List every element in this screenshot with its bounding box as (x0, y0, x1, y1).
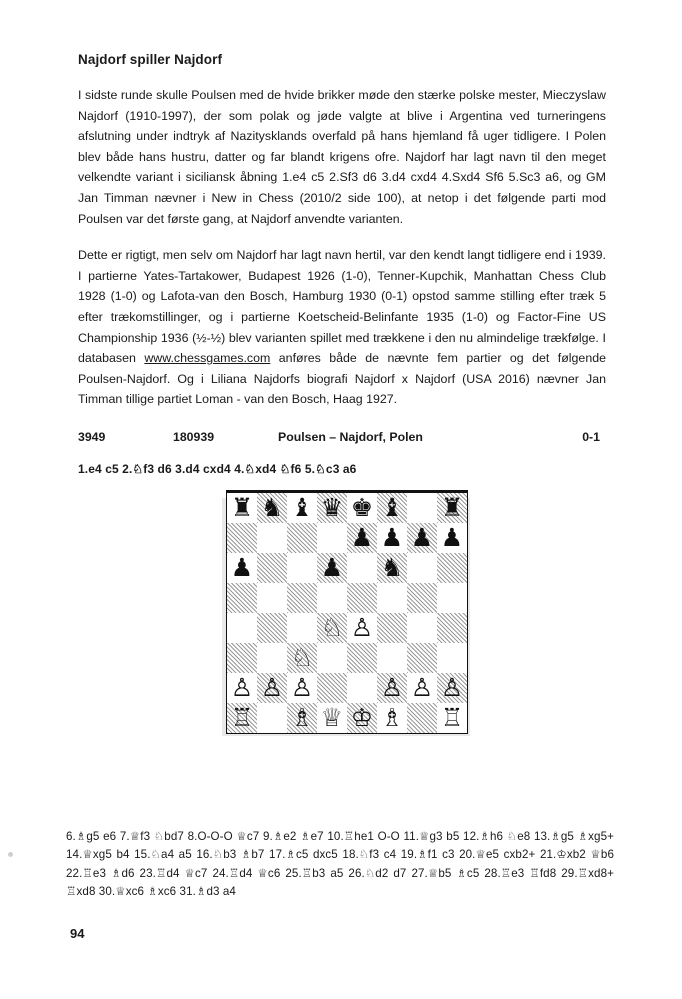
chess-square: ♙ (227, 673, 257, 703)
game-players: Poulsen – Najdorf, Polen (278, 429, 423, 444)
chess-square: ♙ (257, 673, 287, 703)
chess-square (227, 583, 257, 613)
paragraph-2-after-link: anføres både de nævnte fem partier og det følgende Poulsen-Najdorf. Og i Liliana Najdorfs biografi Najdorf x Najdorf (USA 2016) nævner Jan Timman tillige partiet Loman - van den Bosch, Haag 1927. (78, 351, 606, 407)
chess-square (287, 583, 317, 613)
chessgames-link[interactable]: www.chessgames.com (144, 351, 271, 366)
game-result: 0-1 (582, 429, 600, 444)
chess-square (257, 643, 287, 673)
paragraph-1: I sidste runde skulle Poulsen med de hvide brikker møde den stærke polske mester, Mieczyslaw Najdorf (1910-1997), der som polak og jøde valgte at blive i Argentina ved turneringens afslutning under indtryk af Nazitysklands overfald på hans hjemland få uger tidligere. I Polen blev både hans hustru, datter og far blandt krigens ofre. Najdorf har lagt navn til den meget velkendte variant i siciliansk åbning 1.e4 c5 2.Sf3 d6 3.d4 cxd4 4.Sxd4 Sf6 5.Sc3 a6, og GM Jan Timman nævner i New in Chess (2010/2 side 100), at netop i det følgende parti mod Poulsen var det første gang, at Najdorf anvendte varianten. (78, 88, 606, 226)
chess-square: ♖ (437, 703, 467, 733)
chess-diagram (78, 490, 606, 738)
chess-square (407, 583, 437, 613)
chess-square: ♜ (437, 493, 467, 523)
chess-square (347, 673, 377, 703)
chess-square (317, 643, 347, 673)
chess-square: ♕ (317, 703, 347, 733)
chess-board-row (227, 583, 467, 613)
page-number: 94 (70, 926, 85, 941)
chess-square: ♖ (227, 703, 257, 733)
chess-square: ♟ (377, 523, 407, 553)
chess-square (317, 673, 347, 703)
game-moves: 6.♗g5 e6 7.♕f3 ♘bd7 8.O-O-O ♕c7 9.♗e2 ♗e7 10.♖he1 O-O 11.♕g3 b5 12.♗h6 ♘e8 13.♗g5 ♗xg5+ 14.♕xg5 b4 15.♘a4 a5 16.♘b3 ♗b7 17.♗c5 dxc5 18.♘f3 c4 19.♗f1 c3 20.♕e5 cxb2+ 21.♔xb2 ♕b6 22.♖e3 ♗d6 23.♖d4 ♕c7 24.♖d4 ♕c6 25.♖b3 a5 26.♘d2 d7 27.♕b5 ♗c5 28.♖e3 ♖fd8 29.♖xd8+ ♖xd8 30.♕xc6 ♗xc6 31.♗d3 a4 (66, 830, 614, 899)
page-content (78, 52, 606, 738)
chess-square (317, 583, 347, 613)
paragraph-2-before-link: Dette er rigtigt, men selv om Najdorf har lagt navn hertil, var den kendt langt tidligere end i 1939. I partierne Yates-Tartakower, Budapest 1926 (1-0), Tenner-Kupchik, Manhattan Chess Club 1928 (1-0) og Lafota-van den Bosch, Hamburg 1930 (0-1) opstod samme stilling efter træk 5 efter trækomstillinger, og i partierne Koetscheid-Belinfante 1935 (1-0) og Factor-Fine US Championship 1936 (½-½) blev varianten spillet med trækkene i den nu almindelige trækfølge. I databasen (78, 248, 606, 366)
chess-board-row (227, 673, 467, 703)
chess-square: ♟ (317, 553, 347, 583)
opening-moves: 1.e4 c5 2.♘f3 d6 3.d4 cxd4 4.♘xd4 ♘f6 5.♘c3 a6 (78, 461, 357, 476)
chess-square (257, 553, 287, 583)
chess-square: ♟ (227, 553, 257, 583)
chess-square (227, 523, 257, 553)
chess-square (287, 523, 317, 553)
game-date: 180939 (173, 429, 215, 444)
chess-square (317, 523, 347, 553)
chess-board-row (227, 493, 467, 523)
chess-square: ♘ (287, 643, 317, 673)
chess-square (437, 553, 467, 583)
chess-square (347, 643, 377, 673)
chess-square (377, 643, 407, 673)
chess-square: ♙ (407, 673, 437, 703)
chess-square: ♛ (317, 493, 347, 523)
chess-square: ♘ (317, 613, 347, 643)
chess-board-row (227, 553, 467, 583)
chess-square (437, 583, 467, 613)
chess-square (377, 613, 407, 643)
page-edge-mark (8, 852, 13, 857)
chess-square: ♞ (257, 493, 287, 523)
chess-square (347, 553, 377, 583)
game-moves-block (66, 828, 614, 902)
chess-board-row (227, 613, 467, 643)
chess-square: ♜ (227, 493, 257, 523)
chess-board-row (227, 643, 467, 673)
chess-square: ♙ (437, 673, 467, 703)
chess-square: ♟ (407, 523, 437, 553)
chess-square (407, 493, 437, 523)
page-title: Najdorf spiller Najdorf (78, 52, 223, 67)
chess-square (437, 613, 467, 643)
chess-square: ♙ (347, 613, 377, 643)
chess-board-row (227, 523, 467, 553)
chess-square (257, 613, 287, 643)
chess-square (287, 613, 317, 643)
game-number: 3949 (78, 429, 106, 444)
chess-square: ♔ (347, 703, 377, 733)
chess-square: ♝ (377, 493, 407, 523)
chess-square: ♚ (347, 493, 377, 523)
chess-square (287, 553, 317, 583)
paragraph-2 (78, 245, 606, 410)
chess-square (437, 643, 467, 673)
chess-square (257, 703, 287, 733)
chess-board (226, 492, 468, 734)
chess-square: ♟ (347, 523, 377, 553)
game-header (78, 430, 606, 450)
chess-square: ♗ (287, 703, 317, 733)
chess-square (227, 643, 257, 673)
chess-square (407, 643, 437, 673)
chess-square (257, 583, 287, 613)
chess-board-body (227, 493, 467, 733)
chess-square: ♝ (287, 493, 317, 523)
chess-square (227, 613, 257, 643)
chess-square: ♗ (377, 703, 407, 733)
chess-square: ♞ (377, 553, 407, 583)
chess-square (407, 613, 437, 643)
chess-board-row (227, 703, 467, 733)
chess-square: ♙ (377, 673, 407, 703)
chess-square (257, 523, 287, 553)
chess-square: ♙ (287, 673, 317, 703)
chess-square: ♟ (437, 523, 467, 553)
chess-square (377, 583, 407, 613)
chess-square (407, 553, 437, 583)
chess-square (347, 583, 377, 613)
chess-board-grid (227, 493, 467, 733)
chess-square (407, 703, 437, 733)
